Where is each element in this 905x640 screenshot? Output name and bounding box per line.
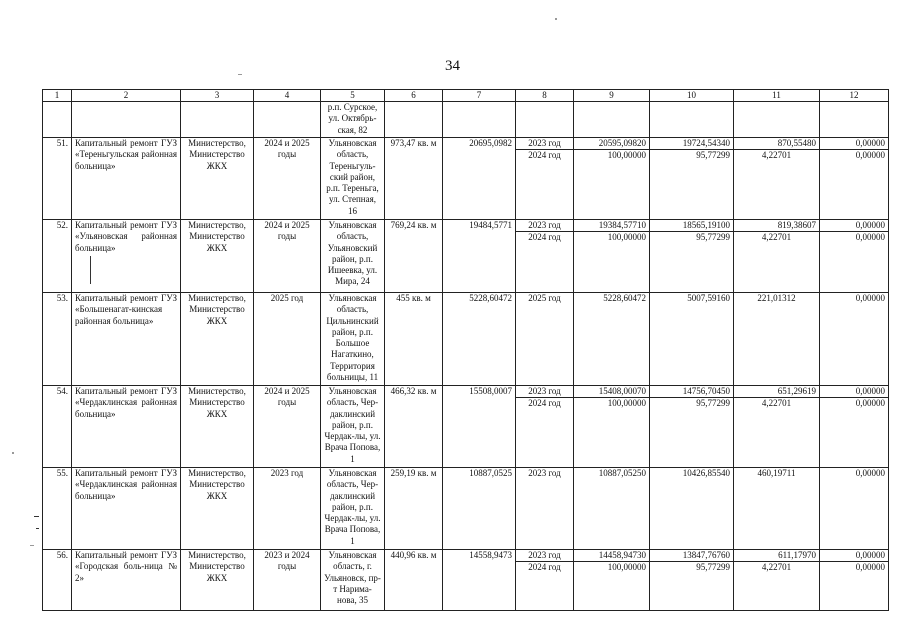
address-cell: Ульяновская область, Цильнинский район, р.п. Большое Нагаткино, Территория больницы, 11 xyxy=(321,293,385,386)
column-header: 4 xyxy=(254,90,321,102)
area: 440,96 кв. м xyxy=(385,550,443,611)
row-number: 52. xyxy=(43,220,72,293)
amount-other: 0,00000 xyxy=(820,220,888,232)
amount-total: 100,00000 xyxy=(607,562,646,572)
row-number: 55. xyxy=(43,468,72,550)
period: 2024 и 2025 годы xyxy=(254,220,321,293)
area: 466,32 кв. м xyxy=(385,386,443,468)
amount-regional: 4,22701 xyxy=(761,398,792,408)
column-header: 8 xyxy=(516,90,574,102)
address-cell: Ульяновская область, Чер-даклинский район, р.п. Чердак-лы, ул. Врача Попова, 1 xyxy=(321,468,385,550)
row-number: 51. xyxy=(43,138,72,220)
funding-year: 2024 год xyxy=(528,398,561,408)
object-name: Капитальный ремонт ГУЗ «Тереньгульская районная больница» xyxy=(72,138,181,220)
amount-other: 0,00000 xyxy=(855,293,885,303)
funding-year: 2023 год xyxy=(516,386,573,398)
executor: Министерство, Министерство ЖКХ xyxy=(181,293,254,386)
scan-speck xyxy=(36,528,39,529)
executor: Министерство, Министерство ЖКХ xyxy=(181,468,254,550)
total-cost: 14558,9473 xyxy=(443,550,516,611)
address-cell: Ульяновская область, Тереньгуль-ский район, р.п. Тереньга, ул. Степная, 16 xyxy=(321,138,385,220)
amount-total: 15408,00070 xyxy=(574,386,649,398)
amount-total: 100,00000 xyxy=(607,232,646,242)
column-header: 11 xyxy=(734,90,820,102)
amount-total: 10887,05250 xyxy=(598,468,646,478)
amount-federal: 95,77299 xyxy=(696,398,730,408)
scan-speck xyxy=(30,545,34,546)
period: 2024 и 2025 годы xyxy=(254,138,321,220)
amount-regional: 4,22701 xyxy=(761,150,792,160)
period: 2023 год xyxy=(254,468,321,550)
table-row xyxy=(43,138,889,220)
amount-total: 20595,09820 xyxy=(574,138,649,150)
funding-year: 2024 год xyxy=(528,232,561,242)
total-cost: 20695,0982 xyxy=(443,138,516,220)
amount-other: 0,00000 xyxy=(855,468,885,478)
program-table xyxy=(42,89,889,611)
column-header: 12 xyxy=(820,90,889,102)
funding-year: 2023 год xyxy=(516,220,573,232)
area: 973,47 кв. м xyxy=(385,138,443,220)
amount-total: 100,00000 xyxy=(607,398,646,408)
column-header: 6 xyxy=(385,90,443,102)
object-name: Капитальный ремонт ГУЗ «Городская боль-ница № 2» xyxy=(72,550,181,611)
table-row xyxy=(43,220,889,293)
row-number: 54. xyxy=(43,386,72,468)
amount-regional: 870,55480 xyxy=(734,138,819,150)
column-header: 5 xyxy=(321,90,385,102)
object-name: Капитальный ремонт ГУЗ «Чердаклинская районная больница» xyxy=(72,386,181,468)
total-cost: 15508,0007 xyxy=(443,386,516,468)
column-header: 10 xyxy=(650,90,734,102)
funding-year: 2024 год xyxy=(528,562,561,572)
total-cost: 5228,60472 xyxy=(443,293,516,386)
amount-regional: 611,17970 xyxy=(734,550,819,562)
scan-speck xyxy=(34,516,39,517)
amount-other: 0,00000 xyxy=(820,550,888,562)
area: 769,24 кв. м xyxy=(385,220,443,293)
executor: Министерство, Министерство ЖКХ xyxy=(181,386,254,468)
amount-regional: 460,19711 xyxy=(757,468,796,478)
amount-federal: 95,77299 xyxy=(696,150,730,160)
carry-over-row xyxy=(43,102,889,138)
page-number: 34 xyxy=(445,58,460,74)
executor: Министерство, Министерство ЖКХ xyxy=(181,138,254,220)
row-number: 56. xyxy=(43,550,72,611)
scan-speck xyxy=(12,452,14,454)
amount-other: 0,00000 xyxy=(820,386,888,398)
amount-federal: 10426,85540 xyxy=(682,468,730,478)
scan-speck xyxy=(238,74,242,75)
period: 2024 и 2025 годы xyxy=(254,386,321,468)
column-header: 9 xyxy=(574,90,650,102)
funding-year: 2023 год xyxy=(528,468,561,478)
amount-other: 0,00000 xyxy=(855,562,885,572)
area: 455 кв. м xyxy=(385,293,443,386)
amount-federal: 95,77299 xyxy=(696,232,730,242)
funding-year: 2023 год xyxy=(516,138,573,150)
amount-regional: 819,38607 xyxy=(734,220,819,232)
column-header: 2 xyxy=(72,90,181,102)
object-name: Капитальный ремонт ГУЗ «Ульяновская районная больница» xyxy=(72,220,181,293)
amount-total: 19384,57710 xyxy=(574,220,649,232)
pen-mark xyxy=(90,256,91,284)
amount-federal: 14756,70450 xyxy=(650,386,733,398)
total-cost: 10887,0525 xyxy=(443,468,516,550)
table-row xyxy=(43,550,889,611)
period: 2023 и 2024 годы xyxy=(254,550,321,611)
amount-regional: 4,22701 xyxy=(761,562,792,572)
table-row xyxy=(43,386,889,468)
column-header: 7 xyxy=(443,90,516,102)
amount-regional: 4,22701 xyxy=(761,232,792,242)
table-row xyxy=(43,293,889,386)
row-number: 53. xyxy=(43,293,72,386)
address-cell: Ульяновская область, Чер-даклинский район, р.п. Чердак-лы, ул. Врача Попова, 1 xyxy=(321,386,385,468)
amount-federal: 19724,54340 xyxy=(650,138,733,150)
amount-total: 100,00000 xyxy=(607,150,646,160)
address-cell: Ульяновская область, Ульяновский район, р.п. Ишеевка, ул. Мира, 24 xyxy=(321,220,385,293)
funding-year: 2023 год xyxy=(516,550,573,562)
period: 2025 год xyxy=(254,293,321,386)
column-header: 1 xyxy=(43,90,72,102)
object-name: Капитальный ремонт ГУЗ «Чердаклинская районная больница» xyxy=(72,468,181,550)
amount-total: 5228,60472 xyxy=(603,293,646,303)
scan-speck xyxy=(555,18,557,20)
amount-other: 0,00000 xyxy=(855,232,885,242)
amount-federal: 13847,76760 xyxy=(650,550,733,562)
object-name: Капитальный ремонт ГУЗ «Большенагат-кинская районная больница» xyxy=(72,293,181,386)
total-cost: 19484,5771 xyxy=(443,220,516,293)
table-row xyxy=(43,468,889,550)
funding-year: 2024 год xyxy=(528,150,561,160)
executor: Министерство, Министерство ЖКХ xyxy=(181,220,254,293)
column-number-row xyxy=(43,90,889,102)
amount-federal: 18565,19100 xyxy=(650,220,733,232)
funding-year: 2025 год xyxy=(528,293,561,303)
area: 259,19 кв. м xyxy=(385,468,443,550)
amount-other: 0,00000 xyxy=(855,150,885,160)
executor: Министерство, Министерство ЖКХ xyxy=(181,550,254,611)
address-cell: р.п. Сурское, ул. Октябрь-ская, 82 xyxy=(321,102,385,138)
address-cell: Ульяновская область, г. Ульяновск, пр-т Нарима-нова, 35 xyxy=(321,550,385,611)
amount-regional: 221,01312 xyxy=(757,293,796,303)
amount-federal: 95,77299 xyxy=(696,562,730,572)
amount-other: 0,00000 xyxy=(855,398,885,408)
amount-total: 14458,94730 xyxy=(574,550,649,562)
column-header: 3 xyxy=(181,90,254,102)
amount-other: 0,00000 xyxy=(820,138,888,150)
amount-regional: 651,29619 xyxy=(734,386,819,398)
amount-federal: 5007,59160 xyxy=(687,293,730,303)
